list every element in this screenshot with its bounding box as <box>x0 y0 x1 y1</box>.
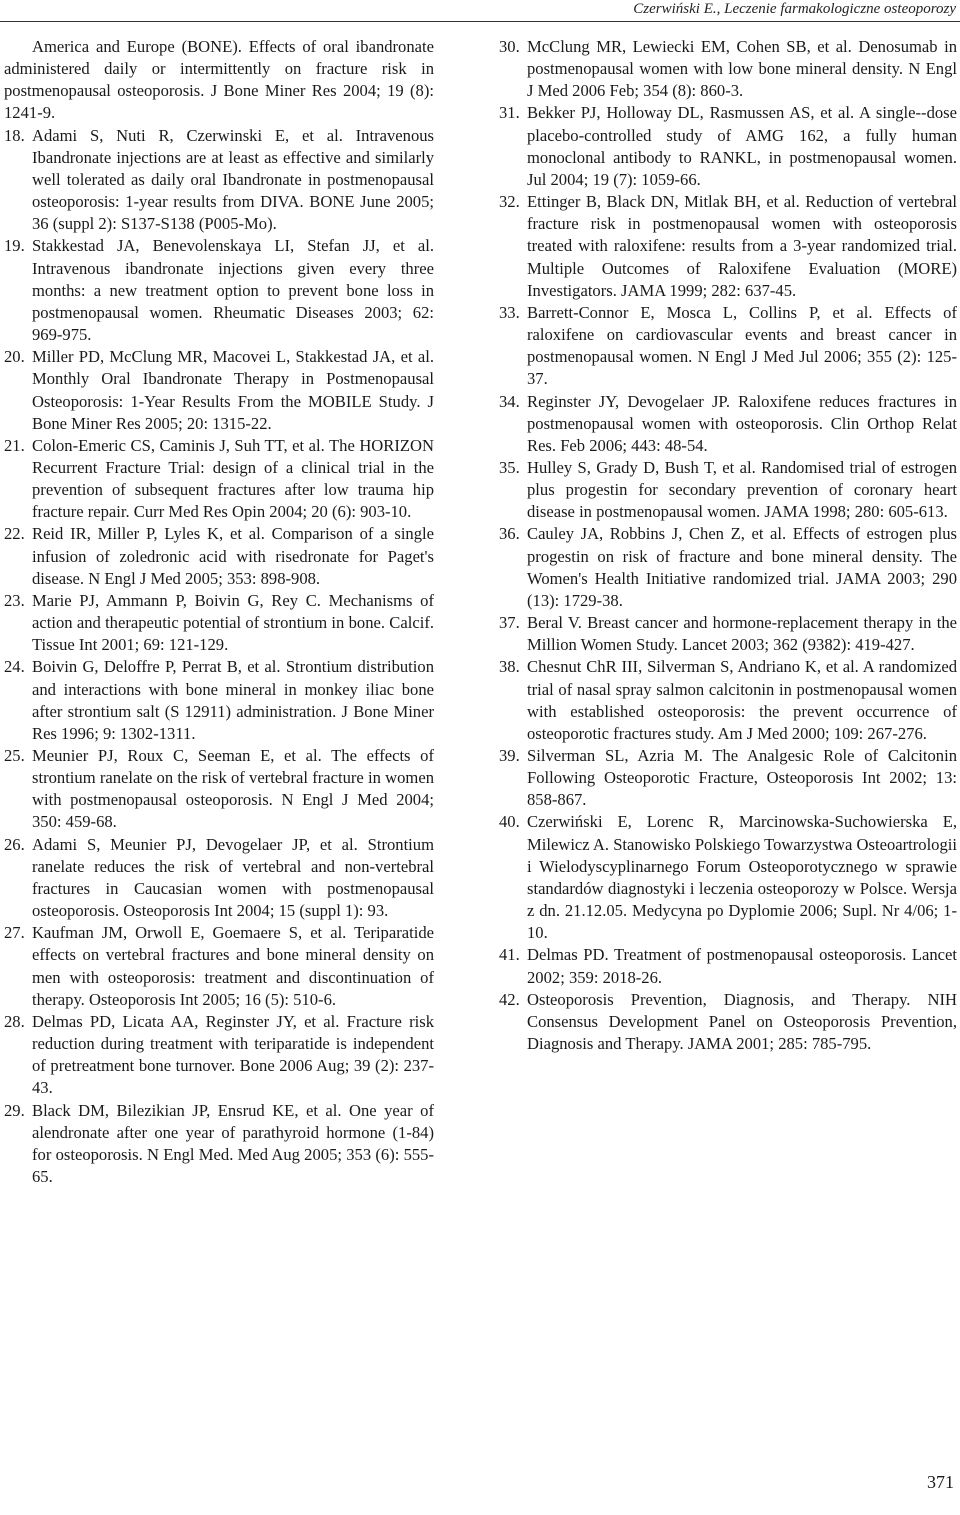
reference-text: Stakkestad JA, Benevolenskaya LI, Stefan JJ, et al. Intravenous ibandronate injections given every three months: a new treatment option to prevent bone loss in postmenopausal women. Rheumatic Diseases 2003; 62: 969-975. <box>32 236 434 345</box>
reference-continuation <box>4 36 434 125</box>
reference-item <box>499 523 957 612</box>
reference-item <box>499 944 957 988</box>
reference-text: Meunier PJ, Roux C, Seeman E, et al. The effects of strontium ranelate on the risk of vertebral fracture in women with postmenopausal osteoporosis. N Engl J Med 2004; 350: 459-68. <box>32 746 434 832</box>
reference-text: Black DM, Bilezikian JP, Ensrud KE, et al. One year of alendronate after one year of parathyroid hormone (1-84) for osteoporosis. N Engl Med. Med Aug 2005; 353 (6): 555-65. <box>32 1100 434 1186</box>
reference-text: Reid IR, Miller P, Lyles K, et al. Comparison of a single infusion of zoledronic acid with risedronate for Paget's disease. N Engl J Med 2005; 353: 898-908. <box>32 524 434 588</box>
reference-number: 19. <box>4 236 25 256</box>
reference-text: Delmas PD. Treatment of postmenopausal osteoporosis. Lancet 2002; 359: 2018-26. <box>527 945 957 987</box>
reference-text: Ettinger B, Black DN, Mitlak BH, et al. Reduction of vertebral fracture risk in postmenopausal women with osteoporosis treated with raloxifene: results from a 3-year randomized trial. Multiple Outcomes of Raloxifene Evaluation (MORE) Investigators. JAMA 1999; 282: 637-45. <box>527 192 957 300</box>
reference-item <box>4 745 434 834</box>
reference-number: 22. <box>4 524 25 544</box>
reference-number: 23. <box>4 590 25 610</box>
reference-text: Boivin G, Deloffre P, Perrat B, et al. Strontium distribution and interactions with bone mineral in monkey iliac bone after strontium salt (S 12911) administration. J Bone Miner Res 1996; 9: 1302-1311. <box>32 657 434 743</box>
reference-number: 27. <box>4 923 25 943</box>
reference-item <box>4 435 434 524</box>
reference-number: 26. <box>4 834 25 854</box>
reference-number: 30. <box>499 37 520 56</box>
reference-text: Marie PJ, Ammann P, Boivin G, Rey C. Mechanisms of action and therapeutic potential of strontium in bone. Calcif. Tissue Int 2001; 69: 121-129. <box>32 590 434 655</box>
reference-number: 42. <box>499 989 520 1009</box>
reference-text: McClung MR, Lewiecki EM, Cohen SB, et al. Denosumab in postmenopausal women with low bone mineral density. N Engl J Med 2006 Feb; 354 (8): 860-3. <box>527 37 957 101</box>
reference-number: 25. <box>4 746 25 765</box>
reference-item <box>499 656 957 745</box>
reference-number: 24. <box>4 657 25 677</box>
reference-item <box>499 36 957 102</box>
page-number: 371 <box>927 1472 954 1492</box>
reference-text: Barrett-Connor E, Mosca L, Collins P, et al. Effects of raloxifene on cardiovascular events and breast cancer in postmenopausal women. N Engl J Med Jul 2006; 355 (2): 125-37. <box>527 302 957 389</box>
reference-number: 39. <box>499 746 520 765</box>
reference-item <box>499 612 957 656</box>
reference-text: Osteoporosis Prevention, Diagnosis, and Therapy. NIH Consensus Development Panel on Osteoporosis Prevention, Diagnosis and Therapy. JAMA 2001; 285: 785-795. <box>527 989 957 1054</box>
reference-item <box>499 745 957 811</box>
reference-number: 41. <box>499 945 520 965</box>
reference-text: Reginster JY, Devogelaer JP. Raloxifene reduces fractures in postmenopausal women with osteoporosis. Clin Orthop Relat Res. Feb 2006; 443: 48-54. <box>527 391 957 455</box>
reference-item <box>499 302 957 391</box>
reference-item <box>4 590 434 656</box>
reference-item <box>4 922 434 1011</box>
reference-text: Delmas PD, Licata AA, Reginster JY, et al. Fracture risk reduction during treatment with teriparatide is independent of pretreatment bone turnover. Bone 2006 Aug; 39 (2): 237-43. <box>32 1011 434 1098</box>
reference-text: Bekker PJ, Holloway DL, Rasmussen AS, et al. A single--dose placebo-controlled study of AMG 162, a fully human monoclonal antibody to RANKL, in postmenopausal women. Jul 2004; 19 (7): 1059-66. <box>527 103 957 189</box>
reference-text: Silverman SL, Azria M. The Analgesic Role of Calcitonin Following Osteoporotic Fracture, Osteoporosis Int 2002; 13: 858-867. <box>527 746 957 810</box>
reference-item <box>499 102 957 191</box>
reference-item <box>4 125 434 236</box>
reference-item <box>499 457 957 523</box>
reference-number: 38. <box>499 657 520 677</box>
reference-item <box>4 523 434 589</box>
reference-number: 18. <box>4 125 25 145</box>
reference-text: Cauley JA, Robbins J, Chen Z, et al. Effects of estrogen plus progestin on risk of fracture and bone mineral density. The Women's Health Initiative randomized trial. JAMA 2003; 290 (13): 1729-38. <box>527 524 957 610</box>
reference-number: 36. <box>499 524 520 544</box>
reference-item <box>4 834 434 923</box>
reference-column-left <box>4 36 434 1188</box>
reference-number: 33. <box>499 302 520 322</box>
reference-item <box>499 811 957 944</box>
reference-number: 40. <box>499 812 520 832</box>
reference-text: Colon-Emeric CS, Caminis J, Suh TT, et al. The HORIZON Recurrent Fracture Trial: design of a clinical trial in the prevention of subsequent fractures after low trauma hip fracture repair. Curr Med Res Opin 2004; 20 (6): 903-10. <box>32 435 434 522</box>
reference-number: 32. <box>499 192 520 212</box>
reference-item <box>4 235 434 346</box>
reference-text: Hulley S, Grady D, Bush T, et al. Randomised trial of estrogen plus progestin for secondary prevention of coronary heart disease in postmenopausal women. JAMA 1998; 280: 605-613. <box>527 457 957 522</box>
reference-number: 29. <box>4 1100 25 1120</box>
reference-number: 20. <box>4 347 25 367</box>
reference-item <box>499 989 957 1055</box>
reference-item <box>499 391 957 457</box>
reference-item <box>4 346 434 435</box>
reference-number: 31. <box>499 103 520 123</box>
running-header <box>0 0 960 22</box>
reference-text: Czerwiński E, Lorenc R, Marcinowska-Suchowierska E, Milewicz A. Stanowisko Polskiego Towarzystwa Osteoartrologii i Wielodyscyplinarnego Forum Osteoporotycznego w sprawie standardów diagnostyki i leczenia osteoporozy w Polsce. Wersja z dn. 21.12.05. Medycyna po Dyplomie 2006; Supl. Nr 4/06; 1-10. <box>527 812 957 943</box>
reference-number: 37. <box>499 613 520 633</box>
reference-item <box>4 1100 434 1189</box>
running-title: Czerwiński E., Leczenie farmakologiczne osteoporozy <box>633 1 956 17</box>
reference-text: Chesnut ChR III, Silverman S, Andriano K, et al. A randomized trial of nasal spray salmon calcitonin in postmenopausal women with established osteoporosis: the prevent occurrence of osteoporotic fractures study. Am J Med 2000; 109: 267-276. <box>527 657 957 743</box>
reference-item <box>4 656 434 745</box>
reference-text: Miller PD, McClung MR, Macovei L, Stakkestad JA, et al. Monthly Oral Ibandronate Therapy in Postmenopausal Osteoporosis: 1-Year Results From the MOBILE Study. J Bone Miner Res 2005; 20: 1315-22. <box>32 347 434 433</box>
reference-number: 28. <box>4 1011 25 1031</box>
reference-number: 21. <box>4 435 25 455</box>
reference-text: America and Europe (BONE). Effects of oral ibandronate administered daily or intermittently on fracture risk in postmenopausal osteoporosis. J Bone Miner Res 2004; 19 (8): 1241-9. <box>4 37 434 123</box>
reference-item <box>499 191 957 302</box>
reference-text: Beral V. Breast cancer and hormone-replacement therapy in the Million Women Study. Lancet 2003; 362 (9382): 419-427. <box>527 613 957 655</box>
reference-number: 35. <box>499 457 520 477</box>
reference-text: Kaufman JM, Orwoll E, Goemaere S, et al. Teriparatide effects on vertebral fractures and bone mineral density on men with osteoporosis: treatment and discontinuation of therapy. Osteoporosis Int 2005; 16 (5): 510-6. <box>32 923 434 1009</box>
reference-column-right <box>499 36 957 1055</box>
reference-number: 34. <box>499 391 520 411</box>
reference-item <box>4 1011 434 1100</box>
reference-text: Adami S, Nuti R, Czerwinski E, et al. Intravenous Ibandronate injections are at least as effective and similarly well tolerated as daily oral Ibandronate in postmenopausal osteoporosis: 1-year results from DIVA. BONE June 2005; 36 (suppl 2): S137-S138 (P005-Mo). <box>32 125 434 234</box>
reference-text: Adami S, Meunier PJ, Devogelaer JP, et al. Strontium ranelate reduces the risk of vertebral and non-vertebral fractures in Caucasian women with postmenopausal osteoporosis. Osteoporosis Int 2004; 15 (suppl 1): 93. <box>32 834 434 921</box>
